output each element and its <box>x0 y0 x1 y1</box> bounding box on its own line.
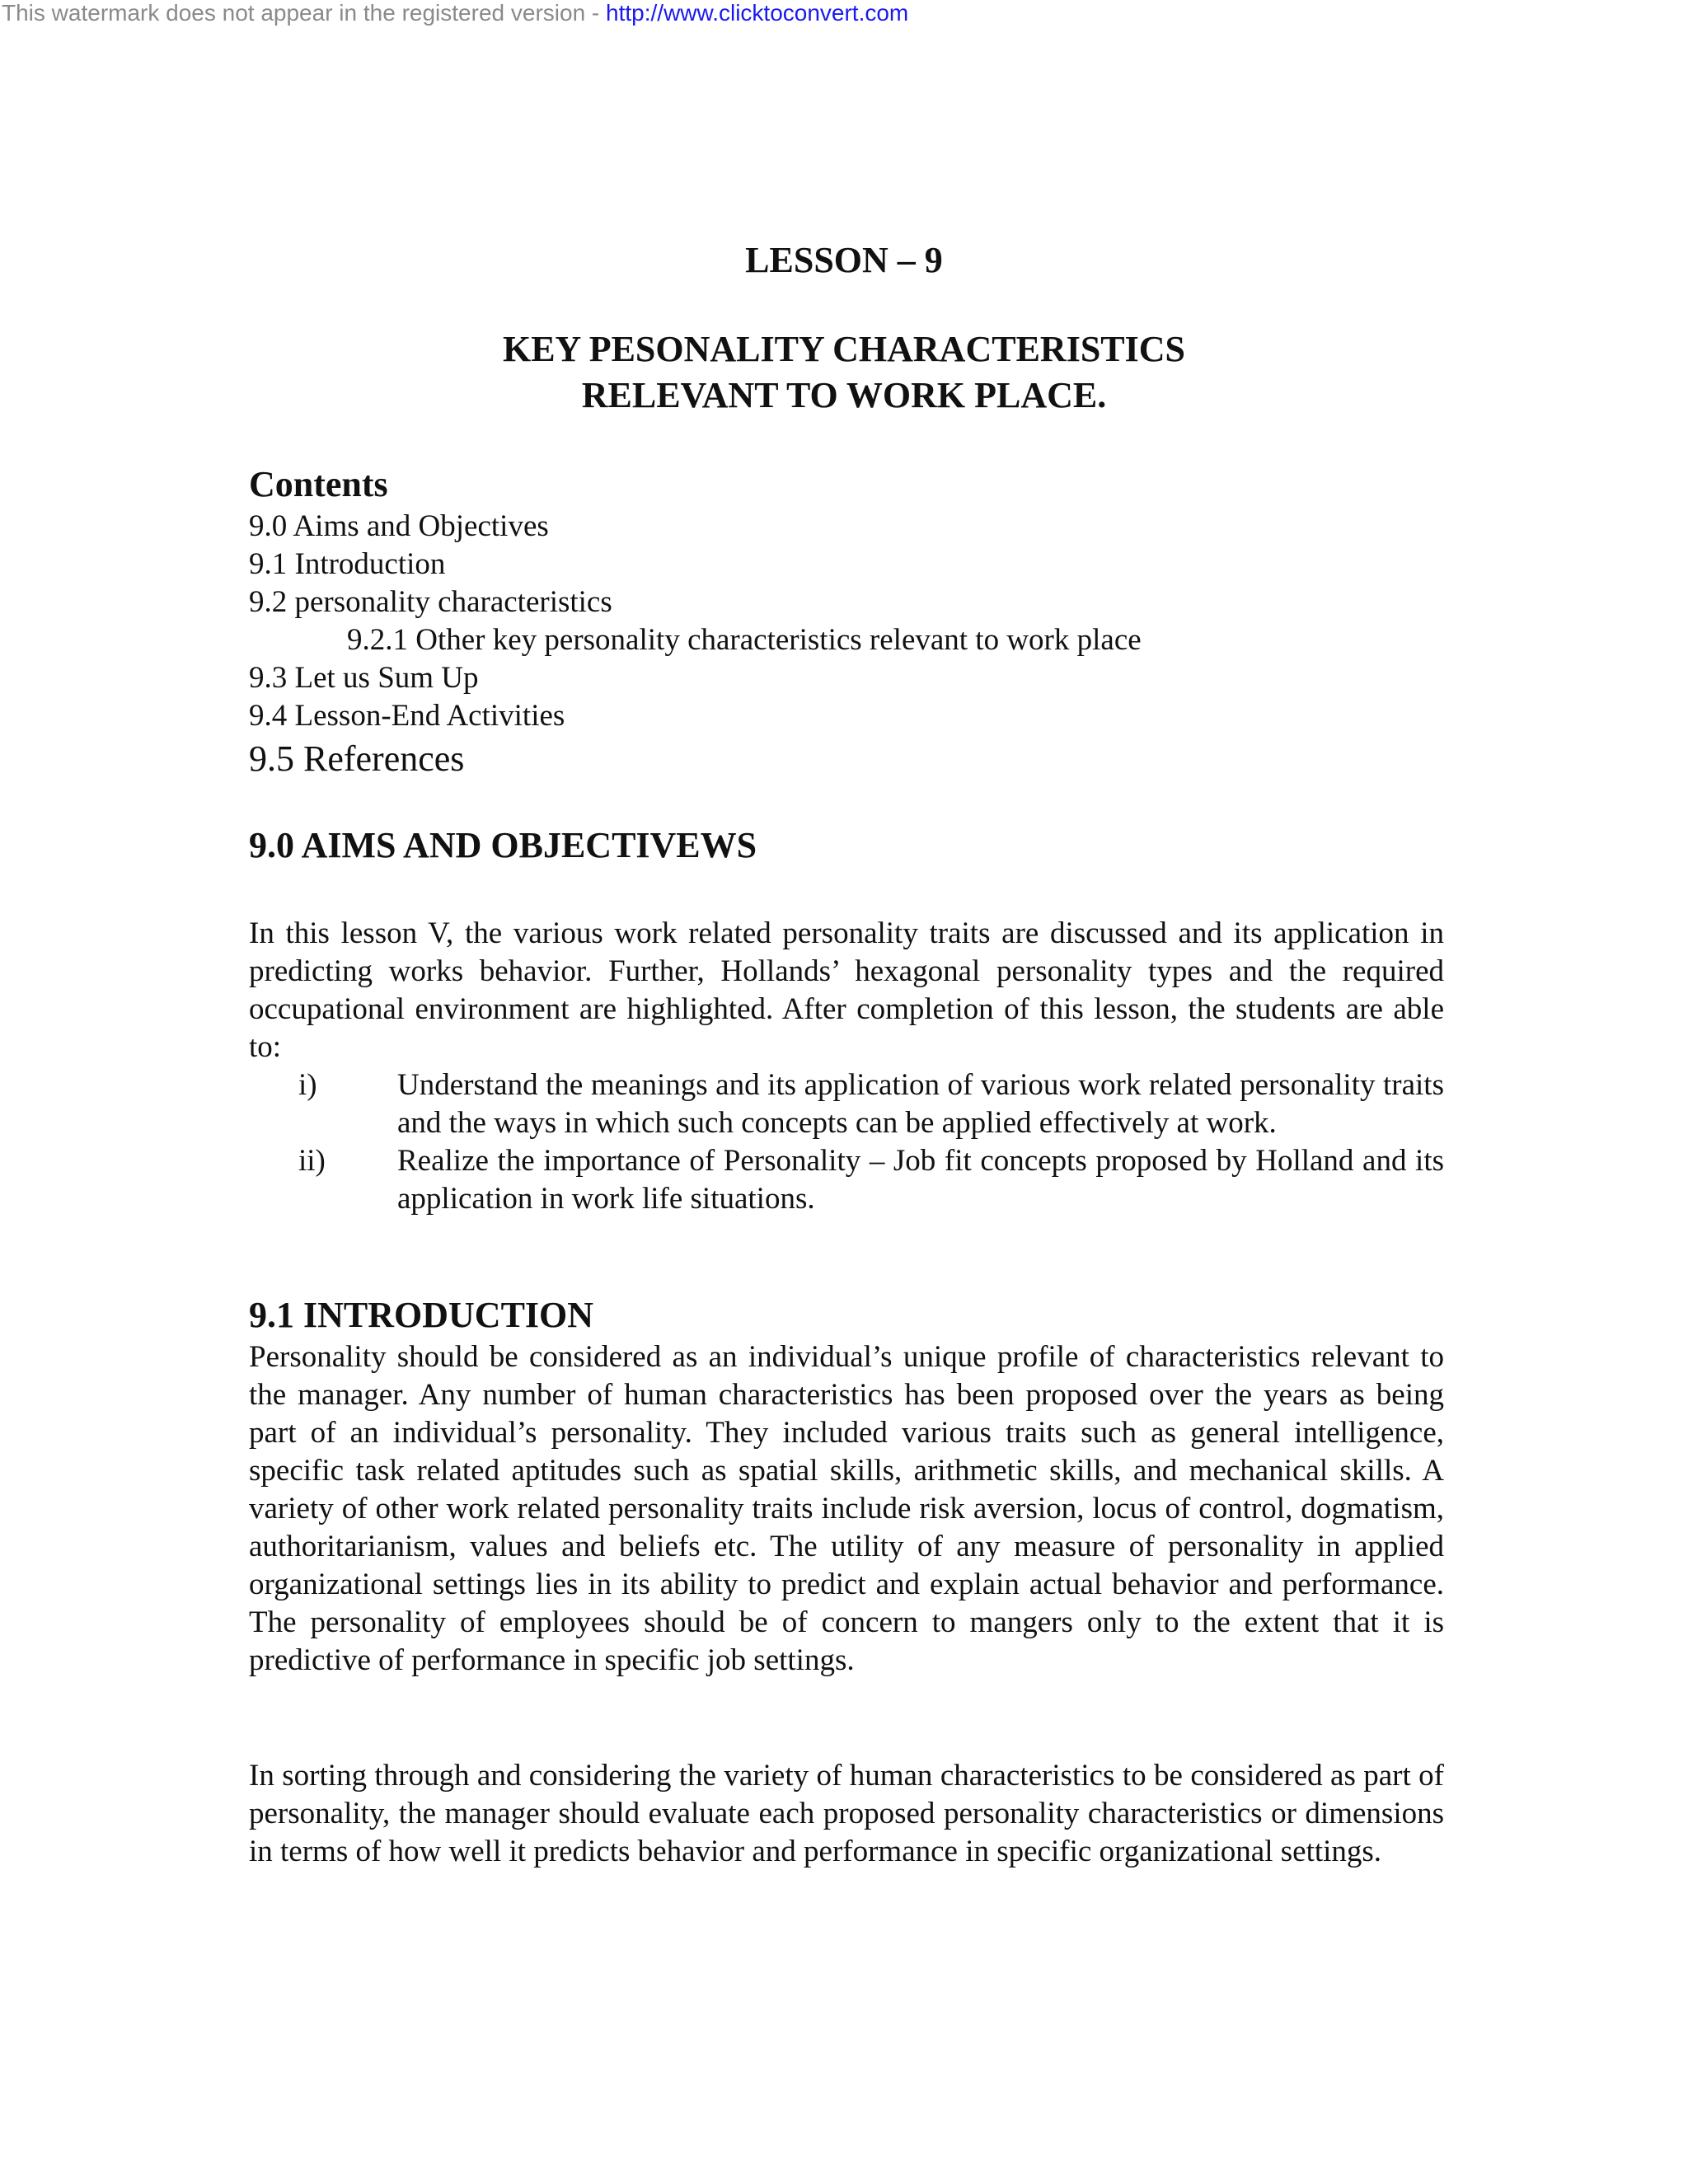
toc-item: 9.0 Aims and Objectives <box>249 509 549 543</box>
objective-item <box>249 1066 1444 1142</box>
watermark-link[interactable]: http://www.clicktoconvert.com <box>606 0 909 26</box>
toc-item: 9.3 Let us Sum Up <box>249 661 479 695</box>
document-title <box>0 326 1688 419</box>
title-line-2: RELEVANT TO WORK PLACE. <box>581 375 1107 415</box>
aims-intro-paragraph: In this lesson V, the various work related personality traits are discussed and its application in predicting works behavior. Further, Hollands’ hexagonal personality types and the required occupational environment are highlighted. After completion of this lesson, the students are able to: <box>249 916 1444 1064</box>
introduction-heading: 9.1 INTRODUCTION <box>249 1295 594 1335</box>
lesson-label-text: LESSON – 9 <box>745 240 943 280</box>
objective-marker: i) <box>298 1068 317 1102</box>
toc-item: 9.1 Introduction <box>249 547 446 581</box>
watermark-text: This watermark does not appear in the registered version - <box>2 0 607 26</box>
toc-subitem: 9.2.1 Other key personality characteristics relevant to work place <box>347 623 1142 657</box>
toc-item: 9.4 Lesson-End Activities <box>249 699 565 733</box>
watermark-notice <box>2 0 908 26</box>
contents-heading: Contents <box>249 464 388 504</box>
objective-text: Understand the meanings and its application of various work related personality traits and the ways in which such concepts can be applied effectively at work. <box>397 1068 1444 1140</box>
objective-marker: ii) <box>298 1144 326 1178</box>
aims-heading: 9.0 AIMS AND OBJECTIVEWS <box>249 825 757 865</box>
toc-item: 9.5 References <box>249 738 465 779</box>
lesson-label <box>0 237 1688 284</box>
objectives-list <box>249 1066 1444 1218</box>
introduction-paragraph: Personality should be considered as an individual’s unique profile of characteristics relevant to the manager. Any number of human characteristics has been proposed over the years as being part of an individual’s personality. They included various traits such as general intelligence, specific task related aptitudes such as spatial skills, arithmetic skills, and mechanical skills. A variety of other work related personality traits include risk aversion, locus of control, dogmatism, authoritarianism, values and beliefs etc. The utility of any measure of personality in applied organizational settings lies in its ability to predict and explain actual behavior and performance. The personality of employees should be of concern to mangers only to the extent that it is predictive of performance in specific job settings. <box>249 1340 1444 1677</box>
introduction-paragraph: In sorting through and considering the variety of human characteristics to be considered as part of personality, the manager should evaluate each proposed personality characteristics or dimensions in terms of how well it predicts behavior and performance in specific organizational settings. <box>249 1759 1444 1868</box>
toc-item: 9.2 personality characteristics <box>249 585 612 619</box>
title-line-1: KEY PESONALITY CHARACTERISTICS <box>502 329 1186 369</box>
objective-text: Realize the importance of Personality – Job fit concepts proposed by Holland and its application in work life situations. <box>397 1144 1444 1216</box>
objective-item <box>249 1142 1444 1218</box>
table-of-contents <box>249 508 1142 781</box>
